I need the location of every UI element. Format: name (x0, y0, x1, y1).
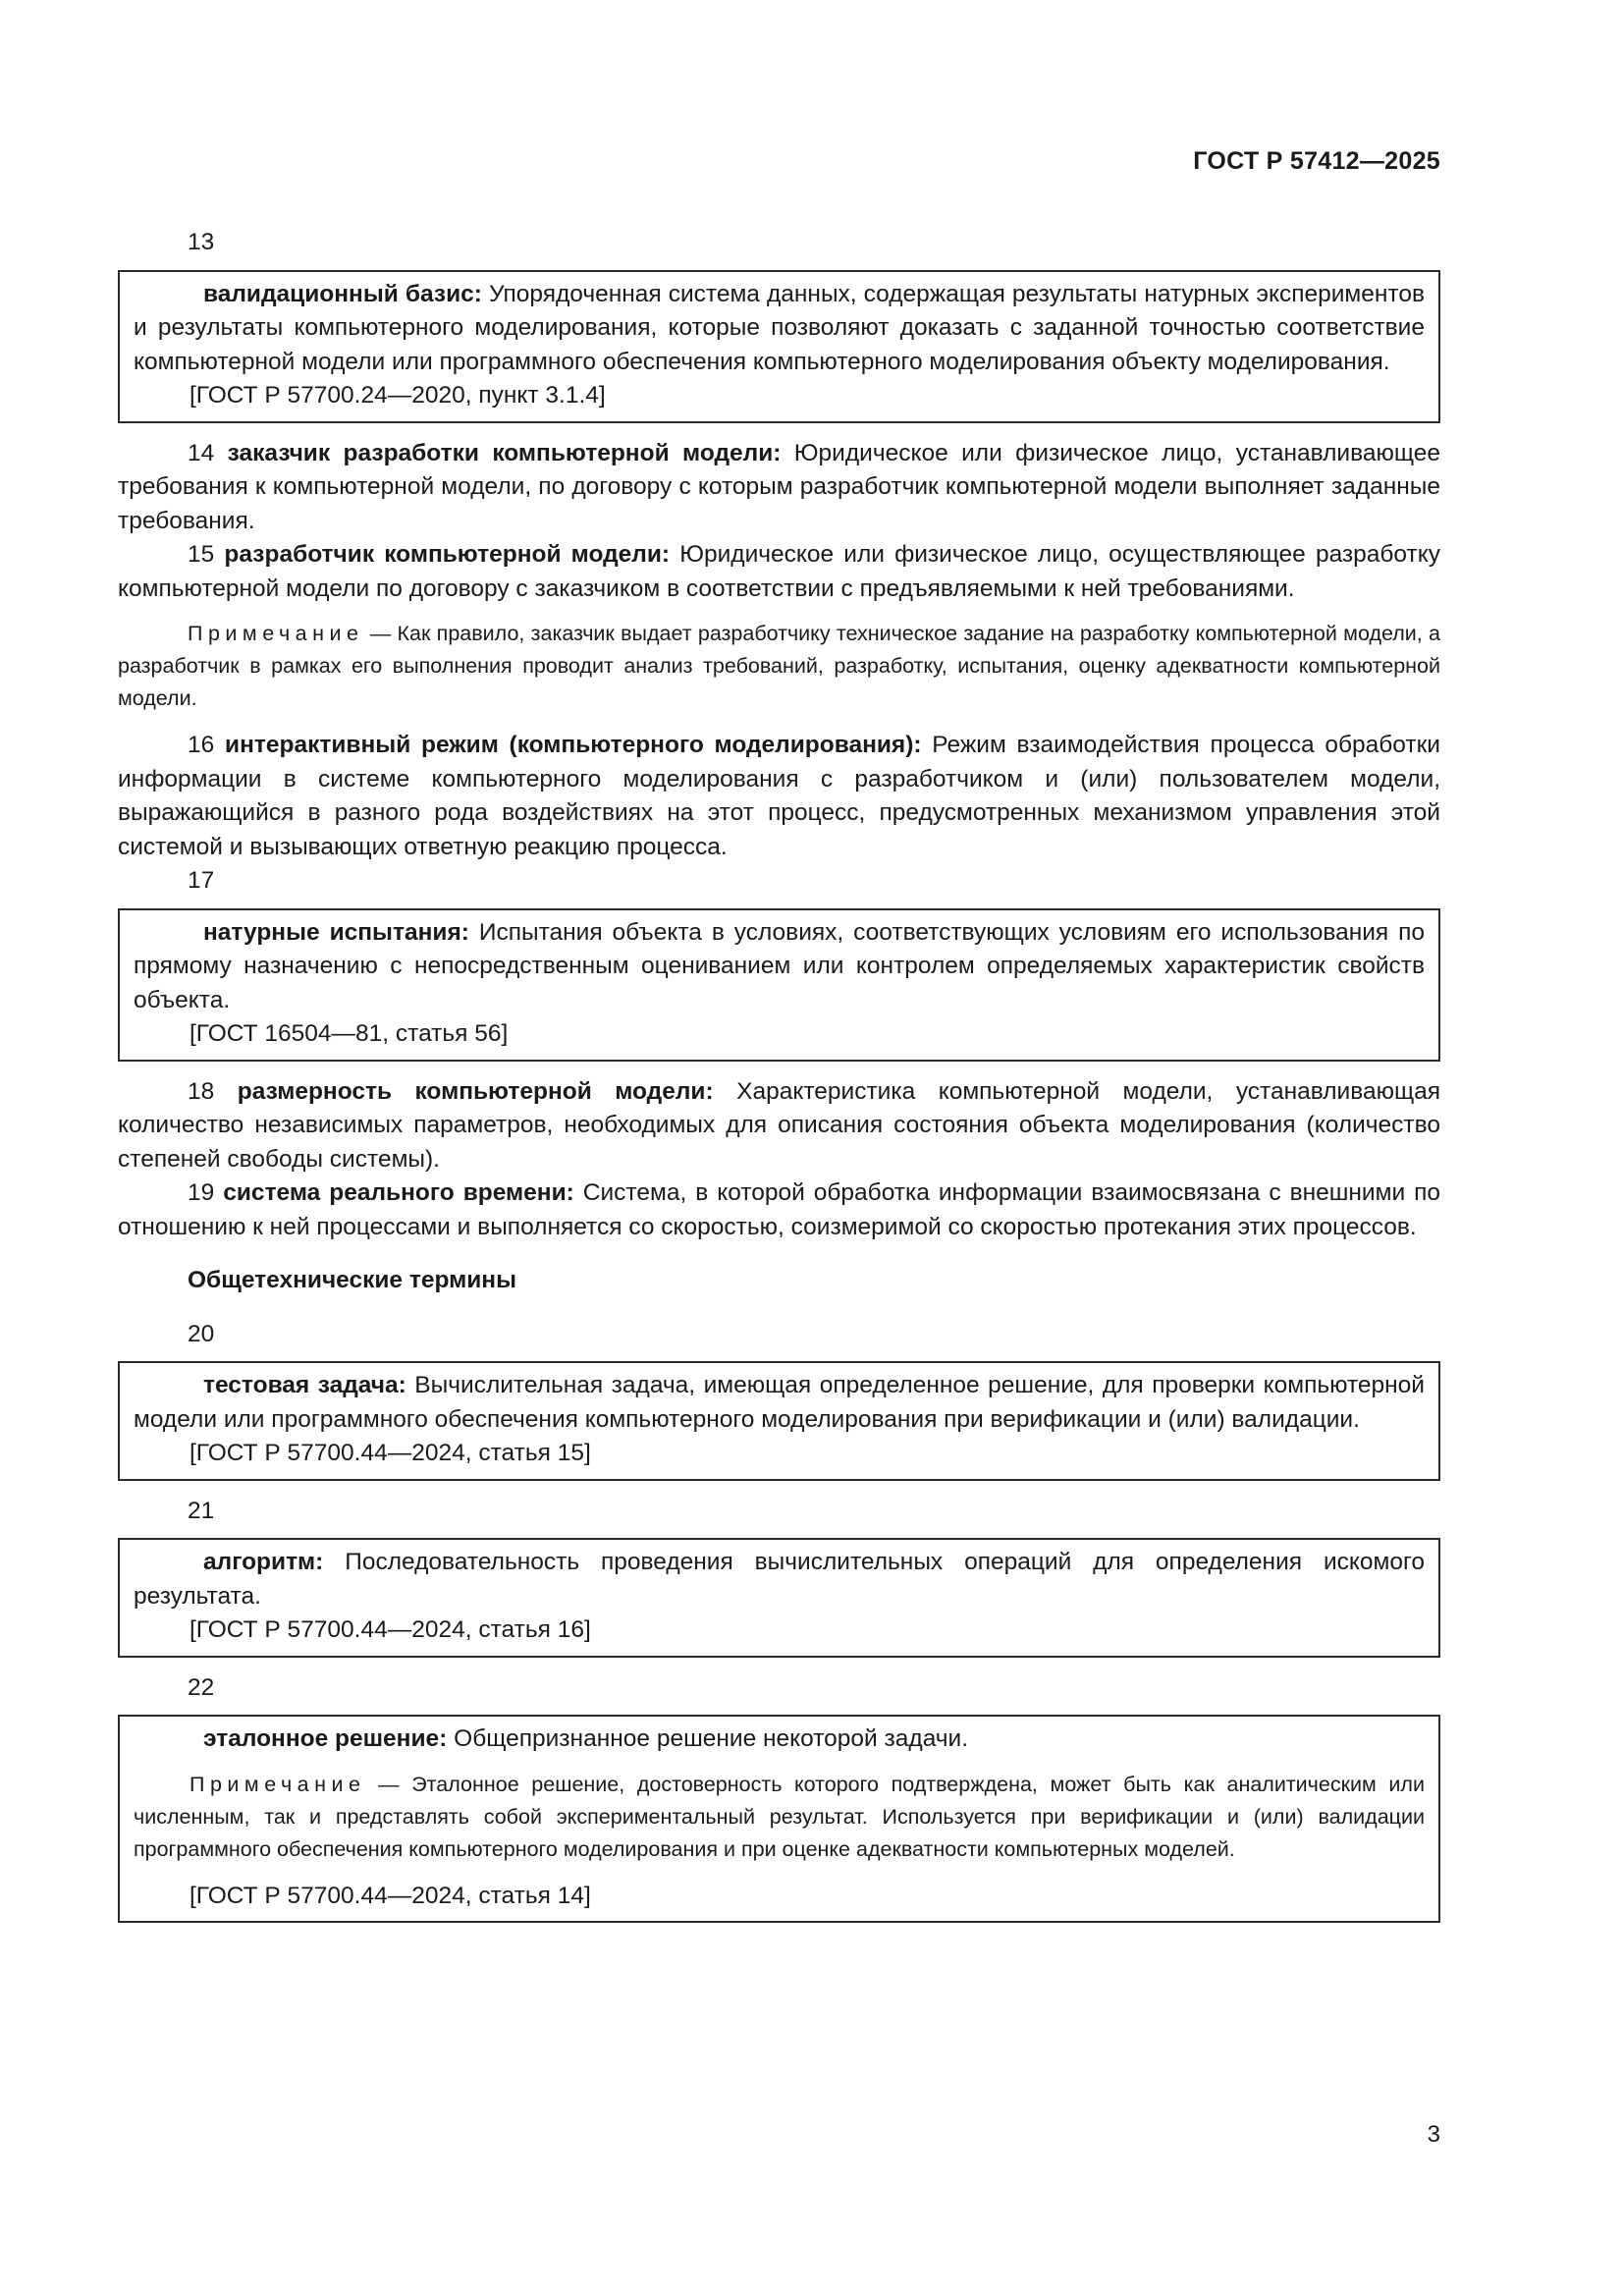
note-text-15: — Как правило, заказчик выдает разработчику техническое задание на разработку компьютерной модели, а разработчик в рамках его выполнения проводит анализ требований, разработку, испытания, оценку адекватности компьютерной модели. (118, 622, 1440, 710)
term-22: эталонное решение: (203, 1725, 448, 1752)
quoted-term-box-22 (118, 1715, 1440, 1923)
reference-17: [ГОСТ 16504—81, статья 56] (189, 1020, 509, 1047)
entry-number-22: 22 (188, 1673, 215, 1701)
entry-number-19: 19 (188, 1179, 215, 1206)
term-entry-18 (118, 1075, 1440, 1177)
note-15 (118, 618, 1440, 715)
term-entry-17 (134, 916, 1425, 1018)
definition-18: Характеристика компьютерной модели, устанавливающая количество независимых параметров, необходимых для описания состояния объекта моделирования (количество степеней свободы системы). (118, 1077, 1440, 1173)
term-16: интерактивный режим (компьютерного моделирования): (225, 732, 922, 758)
term-entry-15 (118, 538, 1440, 606)
definition-21: Последовательность проведения вычислительных операций для определения искомого результата. (134, 1549, 1425, 1610)
term-entry-21 (134, 1546, 1425, 1613)
term-18: размерность компьютерной модели: (237, 1077, 714, 1105)
definition-20: Вычислительная задача, имеющая определенное решение, для проверки компьютерной модели или программного обеспечения компьютерного моделирования при верификации и (или) валидации. (134, 1372, 1425, 1433)
reference-22: [ГОСТ Р 57700.44—2024, статья 14] (189, 1882, 591, 1909)
entry-number-17: 17 (188, 867, 215, 894)
quoted-term-box-13 (118, 270, 1440, 423)
entry-number-16: 16 (188, 732, 215, 758)
term-entry-19 (118, 1176, 1440, 1244)
entry-number-18: 18 (188, 1077, 215, 1105)
definition-19: Система, в которой обработка информации взаимосвязана с внешними по отношению к ней процессами и выполняется со скоростью, соизмеримой со скоростью протекания этих процессов. (118, 1179, 1441, 1240)
definition-13: Упорядоченная система данных, содержащая результаты натурных экспериментов и результаты компьютерного моделирования, которые позволяют доказать с заданной точностью соответствие компьютерной модели или программного обеспечения компьютерного моделирования объекту моделирования. (134, 280, 1425, 375)
entry-number-15: 15 (188, 541, 215, 568)
definition-15: Юридическое или физическое лицо, осуществляющее разработку компьютерной модели по договору с заказчиком в соответствии с предъявляемыми к ней требованиями. (118, 541, 1440, 602)
term-21: алгоритм: (203, 1549, 324, 1575)
page-number: 3 (1427, 2121, 1440, 2148)
note-label-22: Примечание (189, 1772, 366, 1796)
term-14: заказчик разработки компьютерной модели: (227, 439, 782, 466)
entry-number-14: 14 (188, 439, 215, 466)
definition-22: Общепризнанное решение некоторой задачи. (447, 1725, 969, 1752)
term-13: валидационный базис: (203, 280, 482, 307)
term-15: разработчик компьютерной модели: (224, 541, 671, 568)
quoted-term-box-20 (118, 1361, 1440, 1481)
entry-number-21: 21 (188, 1497, 215, 1524)
quoted-term-box-21 (118, 1538, 1440, 1658)
definition-17: Испытания объекта в условиях, соответствующих условиям его использования по прямому назначению с непосредственным оцениванием или контролем определяемых характеристик свойств объекта. (134, 918, 1425, 1013)
term-19: система реального времени: (223, 1179, 574, 1206)
term-entry-16 (118, 729, 1440, 864)
note-22 (134, 1769, 1425, 1866)
term-17: натурные испытания: (203, 918, 469, 946)
quoted-term-box-17 (118, 908, 1440, 1062)
definition-16: Режим взаимодействия процесса обработки информации в системе компьютерного моделирования с разработчиком и (или) пользователем модели, выражающийся в разного рода воздействиях на этот процесс, предусмотренных механизмом управления этой системой и вызывающих ответную реакцию процесса. (118, 732, 1440, 860)
note-text-22: — Эталонное решение, достоверность которого подтверждена, может быть как аналитическим или численным, так и представлять собой экспериментальный результат. Используется при верификации и (или) валидации программного обеспечения компьютерного моделирования и при оценке адекватности компьютерных моделей. (134, 1772, 1425, 1861)
entry-number-20: 20 (188, 1320, 215, 1347)
definition-14: Юридическое или физическое лицо, устанавливающее требования к компьютерной модели, по договору с которым разработчик компьютерной модели выполняет заданные требования. (118, 439, 1440, 534)
term-entry-13 (134, 278, 1425, 380)
term-entry-14 (118, 437, 1440, 539)
terms-content (118, 226, 1440, 1937)
note-label-15: Примечание (188, 622, 364, 645)
term-entry-22 (134, 1722, 1425, 1757)
term-entry-20 (134, 1369, 1425, 1437)
reference-21: [ГОСТ Р 57700.44—2024, статья 16] (189, 1616, 591, 1643)
entry-number-13: 13 (188, 229, 215, 255)
reference-20: [ГОСТ Р 57700.44—2024, статья 15] (189, 1440, 591, 1466)
term-20: тестовая задача: (203, 1372, 406, 1398)
document-header: ГОСТ Р 57412—2025 (1193, 147, 1440, 175)
reference-13: [ГОСТ Р 57700.24—2020, пункт 3.1.4] (189, 382, 606, 409)
section-heading: Общетехнические термины (188, 1267, 517, 1293)
